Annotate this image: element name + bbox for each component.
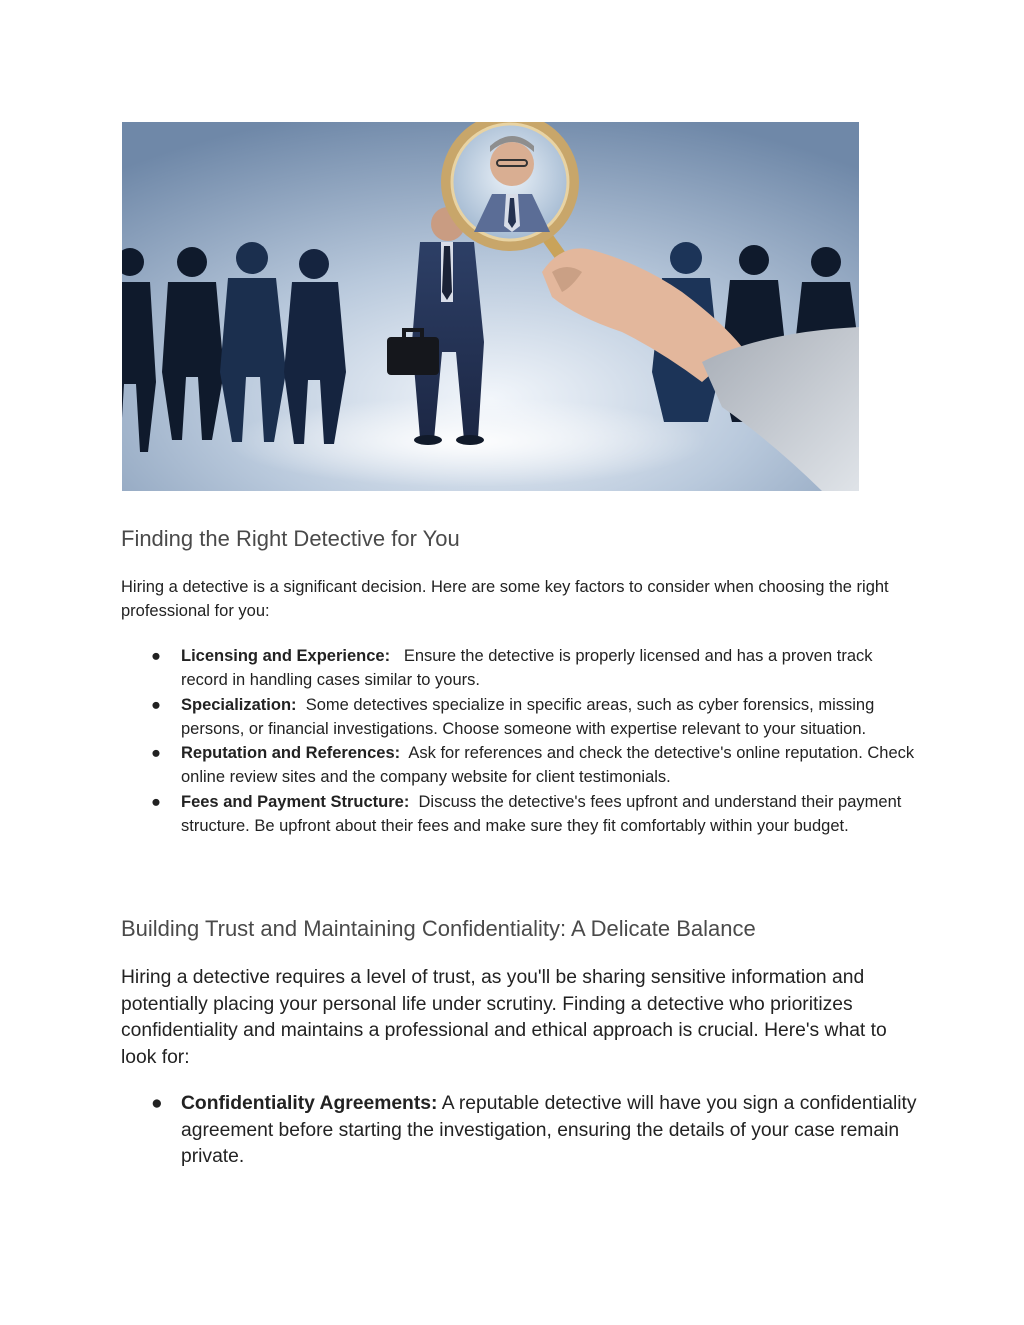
factors-list <box>121 644 921 838</box>
list-item <box>121 1091 921 1171</box>
list-item-term: Specialization: <box>181 695 297 714</box>
section-heading-finding-detective: Finding the Right Detective for You <box>121 526 460 551</box>
list-item-text: A reputable detective will have you sign a confidentiality agreement before starting the investigation, ensuring the details of your case remain private. <box>181 1093 917 1167</box>
bullet-icon: ● <box>151 744 161 763</box>
bullet-icon: ● <box>151 792 161 811</box>
section2-intro-paragraph: Hiring a detective requires a level of trust, as you'll be sharing sensitive information and potentially placing your personal life under scrutiny. Finding a detective who prioritizes confidentiality and maintains a professional and ethical approach is crucial. Here's what to look for: <box>121 967 887 1068</box>
briefcase-icon <box>387 337 439 375</box>
bullet-icon: ● <box>151 1093 163 1114</box>
list-item-text: Discuss the detective's fees upfront and understand their payment structure. Be upfront about their fees and make sure they fit comfortably within your budget. <box>181 792 902 836</box>
hero-image <box>122 122 859 491</box>
list-item-term: Fees and Payment Structure: <box>181 792 410 811</box>
bullet-icon: ● <box>151 647 161 665</box>
list-item-text: Ask for references and check the detective's online reputation. Check online review sites and the company website for client testimonials. <box>181 744 915 787</box>
list-item-text: Ensure the detective is properly licensed and has a proven track record in handling cases similar to yours. <box>181 647 873 690</box>
list-item-term: Confidentiality Agreements: <box>181 1093 438 1114</box>
list-item-term: Reputation and References: <box>181 744 401 763</box>
section-heading-building-trust: Building Trust and Maintaining Confidentiality: A Delicate Balance <box>121 916 756 941</box>
bullet-icon: ● <box>151 695 161 714</box>
trust-list <box>121 1091 921 1171</box>
list-item <box>121 741 921 790</box>
list-item-term: Licensing and Experience: <box>181 647 391 665</box>
list-item <box>121 693 921 742</box>
list-item-text: Some detectives specialize in specific areas, such as cyber forensics, missing persons, or financial investigations. Choose someone with expertise relevant to your situation. <box>181 695 875 738</box>
list-item <box>121 644 921 693</box>
list-item <box>121 790 921 839</box>
section1-intro-paragraph: Hiring a detective is a significant decision. Here are some key factors to consider when choosing the right professional for you: <box>121 578 889 620</box>
